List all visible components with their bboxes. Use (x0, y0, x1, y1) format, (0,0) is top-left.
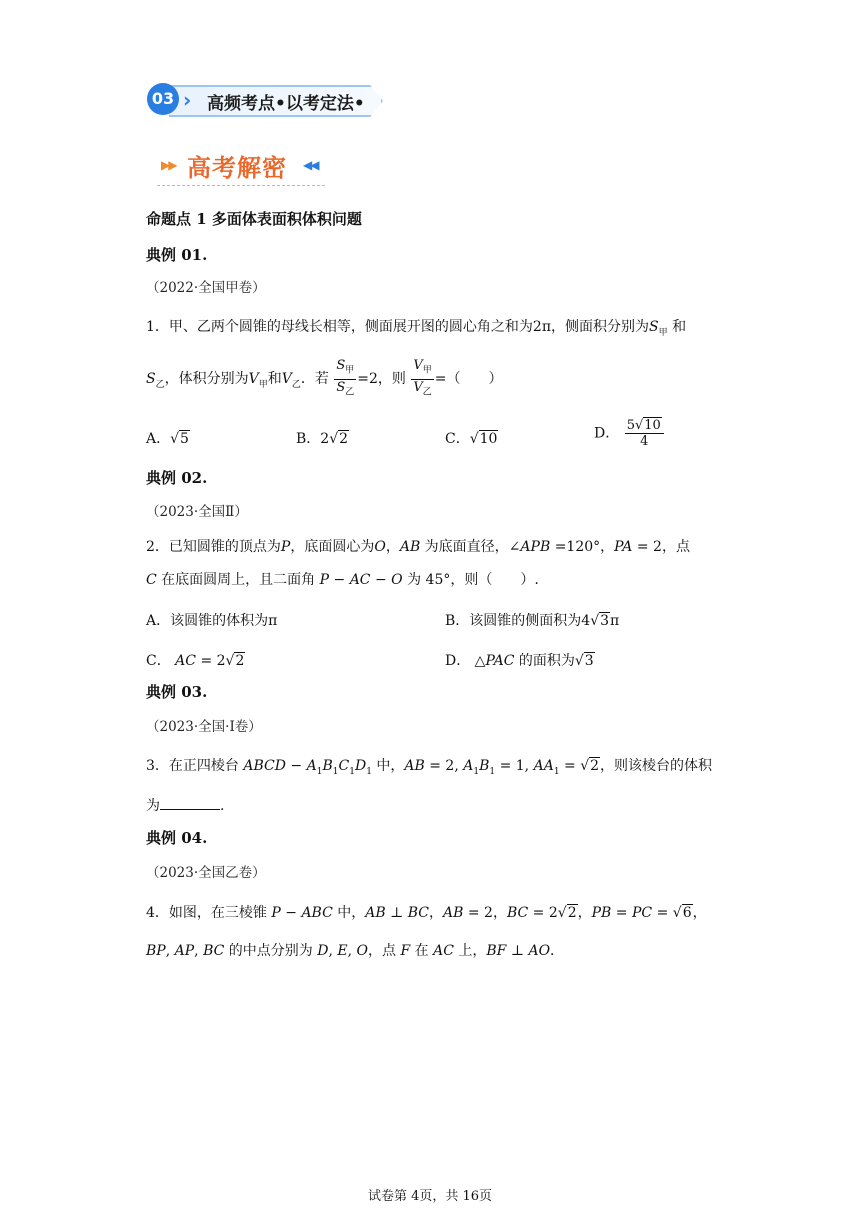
example-title: 典例 01. (146, 246, 208, 264)
question-3-line-2: 为 . (146, 798, 225, 814)
example-source: （2023·全国Ⅱ） (146, 504, 248, 520)
option-c: C． AC = 2√2 (146, 653, 245, 669)
question-1-line-2: $S_乙$，体积分别为$V_甲$和$V_乙$．若 $\frac{S_甲}{S_乙}$ =2，则 $\frac{V_甲}{V_乙}$ =（ ） (146, 358, 503, 398)
chevron-right-icon: › (183, 88, 192, 112)
question-2-line-2: C 在底面圆周上，且二面角 P − AC − O 为 45°，则（ ）. (146, 572, 539, 588)
page-footer: 试卷第 4页，共 16页 (367, 1189, 493, 1204)
question-4-line-2: BP, AP, BC 的中点分别为 D, E, O，点 F 在 AC 上，BF ⊥ AO． (146, 943, 565, 959)
example-source: （2023·全国乙卷） (146, 865, 266, 881)
section-title-text: 高考解密 (187, 154, 287, 182)
example-source: （2023·全国·Ⅰ卷） (146, 719, 262, 735)
example-title: 典例 03. (146, 683, 208, 701)
section-badge (147, 82, 389, 116)
divider (157, 185, 325, 186)
option-b: B．该圆锥的侧面积为4√3π (445, 613, 620, 629)
example-title: 典例 02. (146, 469, 208, 487)
topic-heading: 命题点 1 多面体表面积体积问题 (146, 210, 362, 228)
badge-number: 03 (147, 83, 179, 115)
option-c: C．√10 (445, 431, 498, 447)
double-triangle-left-icon: ◀◀ (303, 158, 318, 172)
option-a: A．该圆锥的体积为π (146, 613, 278, 629)
section-title (157, 146, 327, 188)
example-title: 典例 04. (146, 829, 208, 847)
option-d: D． $\frac{5√10}{4}$ (594, 418, 665, 449)
question-2-line-1: 2．已知圆锥的顶点为P，底面圆心为O，AB 为底面直径，∠APB =120°，PA = 2，点 (146, 539, 690, 555)
example-source: （2022·全国甲卷） (146, 280, 266, 296)
double-triangle-right-icon: ▶▶ (161, 158, 176, 172)
badge-title: 高频考点•以考定法• (207, 94, 365, 114)
question-4-line-1: 4．如图，在三棱锥 P − ABC 中，AB ⊥ BC，AB = 2，BC = 2√2，PB = PC = √6， (146, 905, 707, 921)
option-a: A．√5 (146, 431, 189, 447)
question-3-line-1: 3．在正四棱台 ABCD − $A_1B_1C_1D_1$ 中，AB = 2, $A_1B_1 = 1$, $AA_1 = √2$，则该棱台的体积 (146, 758, 713, 777)
option-b: B．2√2 (296, 431, 349, 447)
answer-blank[interactable] (160, 797, 220, 810)
question-1-line-1: 1．甲、乙两个圆锥的母线长相等，侧面展开图的圆心角之和为2π，侧面积分别为$S_甲$ 和 (146, 319, 687, 338)
option-d: D． △PAC 的面积为√3 (445, 653, 594, 669)
